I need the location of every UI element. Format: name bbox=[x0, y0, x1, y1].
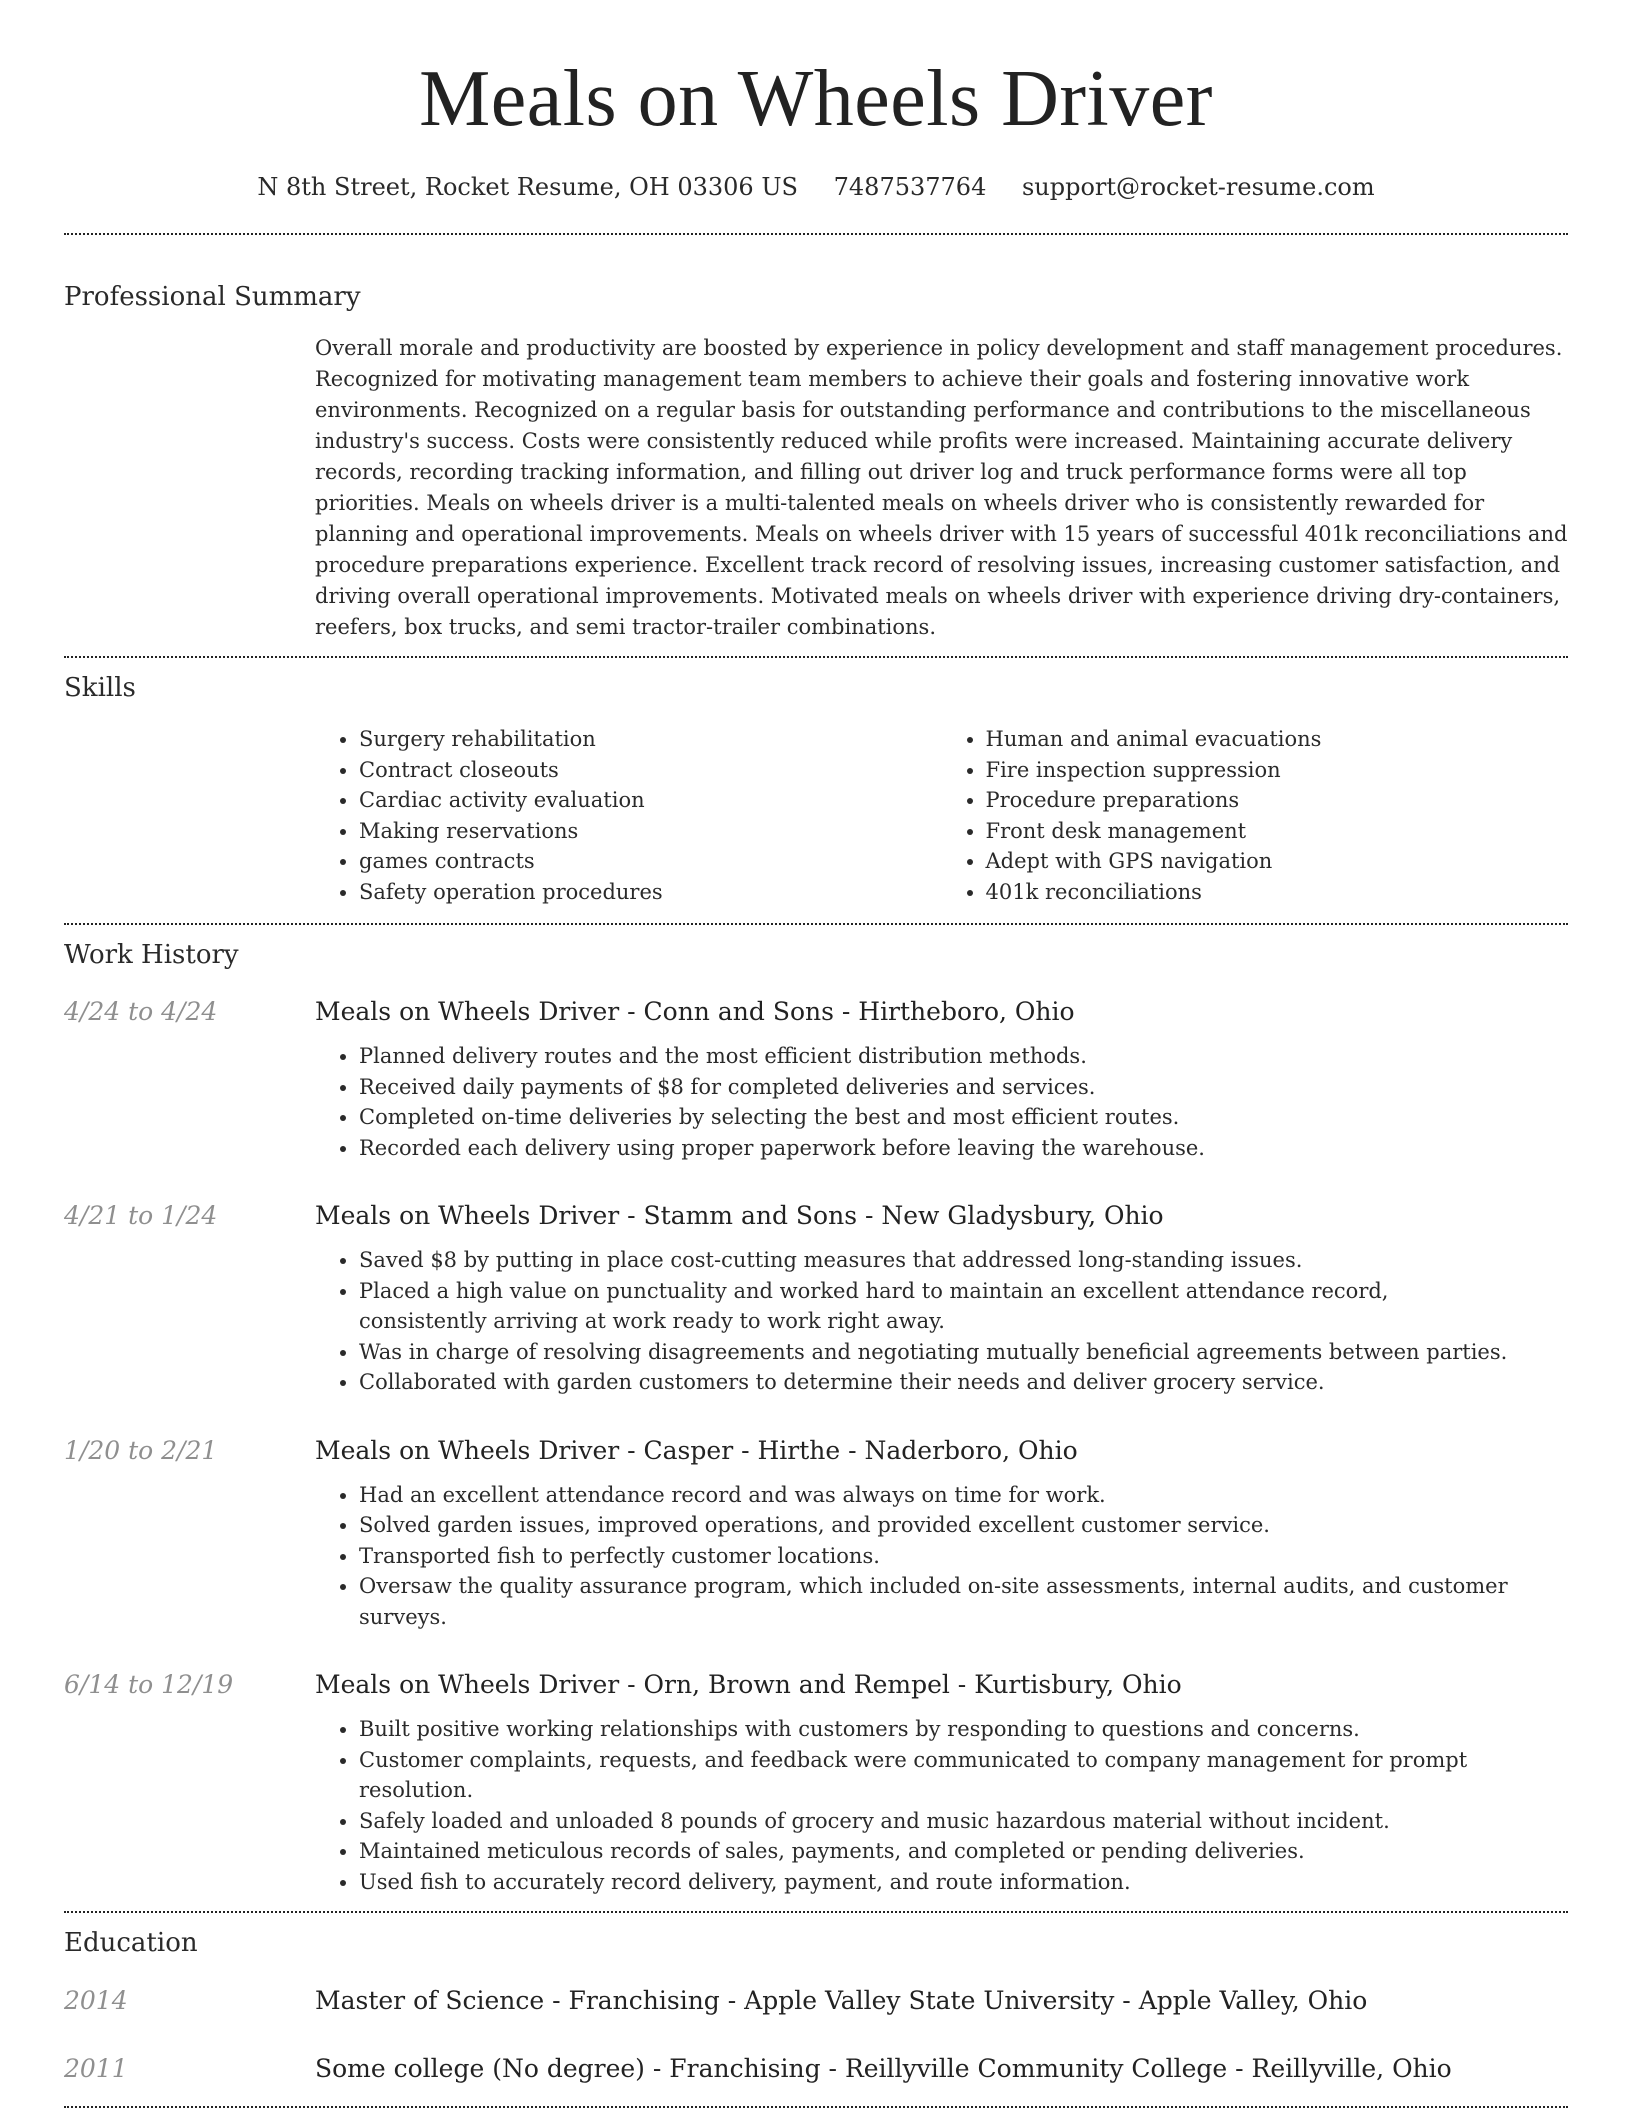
job-dates: 1/20 to 2/21 bbox=[64, 1435, 218, 1465]
job-bullet: • Recorded each delivery using proper paperwork before leaving the warehouse. bbox=[359, 1133, 1524, 1164]
education-heading: Education bbox=[64, 1928, 198, 1958]
job-entry bbox=[64, 1668, 1568, 1897]
education-degree: Some college (No degree) - Franchising - Reillyville Community College - Reillyville, Ohio bbox=[315, 2054, 1452, 2083]
job-dates: 4/24 to 4/24 bbox=[64, 997, 218, 1026]
job-bullet: • Planned delivery routes and the most efficient distribution methods. bbox=[359, 1041, 1524, 1072]
education-year: 2011 bbox=[64, 2054, 128, 2083]
work-history-heading: Work History bbox=[64, 940, 239, 970]
job-bullet: • Had an excellent attendance record and was always on time for work. bbox=[359, 1480, 1524, 1511]
skill-item: • Fire inspection suppression bbox=[986, 755, 1569, 786]
job-bullet: • Transported fish to perfectly customer locations. bbox=[359, 1541, 1524, 1572]
job-bullet: • Solved garden issues, improved operations, and provided excellent customer service. bbox=[359, 1510, 1524, 1541]
resume-page bbox=[64, 0, 1568, 2108]
resume-name: Meals on Wheels Driver bbox=[419, 55, 1213, 143]
skill-item: • Safety operation procedures bbox=[359, 877, 942, 908]
divider bbox=[64, 2106, 1568, 2108]
job-bullet: • Completed on-time deliveries by selecting the best and most efficient routes. bbox=[359, 1102, 1524, 1133]
summary-heading: Professional Summary bbox=[64, 282, 361, 312]
job-bullet: • Placed a high value on punctuality and worked hard to maintain an excellent attendance record, consistently arriving at work ready to work right away. bbox=[359, 1276, 1524, 1337]
skill-item: • Making reservations bbox=[359, 816, 942, 847]
divider bbox=[64, 1911, 1568, 1913]
skills-heading: Skills bbox=[64, 673, 136, 703]
job-title: Meals on Wheels Driver - Stamm and Sons - New Gladysbury, Ohio bbox=[315, 1201, 1164, 1230]
job-bullets bbox=[315, 1245, 1524, 1398]
contact-line bbox=[64, 172, 1568, 202]
job-bullet: • Saved $8 by putting in place cost-cutting measures that addressed long-standing issues. bbox=[359, 1245, 1524, 1276]
job-bullet: • Built positive working relationships with customers by responding to questions and concerns. bbox=[359, 1714, 1524, 1745]
education-year: 2014 bbox=[64, 1986, 128, 2015]
skill-item: • games contracts bbox=[359, 846, 942, 877]
job-dates: 4/21 to 1/24 bbox=[64, 1201, 218, 1230]
contact-phone: 7487537764 bbox=[833, 173, 987, 201]
divider bbox=[64, 656, 1568, 658]
skill-item: • Human and animal evacuations bbox=[986, 724, 1569, 755]
job-bullet: • Received daily payments of $8 for completed deliveries and services. bbox=[359, 1072, 1524, 1103]
summary-text: Overall morale and productivity are boosted by experience in policy development and staff management procedures. Recognized for motivating management team members to achieve their goals and fostering innovative work environments. Recognized on a regular basis for outstanding performance and contributions to the miscellaneous industry's success. Costs were consistently reduced while profits were increased. Maintaining accurate delivery records, recording tracking information, and filling out driver log and truck performance forms were all top priorities. Meals on wheels driver is a multi-talented meals on wheels driver who is consistently rewarded for planning and operational improvements. Meals on wheels driver with 15 years of successful 401k reconciliations and procedure preparations experience. Excellent track record of resolving issues, increasing customer satisfaction, and driving overall operational improvements. Motivated meals on wheels driver with experience driving dry-containers, reefers, box trucks, and semi tractor-trailer combinations. bbox=[315, 336, 1568, 639]
job-bullet: • Oversaw the quality assurance program, which included on-site assessments, internal audits, and customer surveys. bbox=[359, 1571, 1524, 1632]
skills-section bbox=[64, 671, 1568, 907]
job-bullets bbox=[315, 1041, 1524, 1163]
job-entry bbox=[64, 1199, 1568, 1398]
job-title: Meals on Wheels Driver - Orn, Brown and Rempel - Kurtisbury, Ohio bbox=[315, 1670, 1182, 1699]
skill-item: • Surgery rehabilitation bbox=[359, 724, 942, 755]
skills-body bbox=[315, 724, 1568, 907]
skill-item: • Procedure preparations bbox=[986, 785, 1569, 816]
job-bullets bbox=[315, 1714, 1524, 1897]
skills-list-left bbox=[315, 724, 942, 907]
summary-section bbox=[64, 280, 1568, 643]
job-entry bbox=[64, 995, 1568, 1163]
skill-item: • Front desk management bbox=[986, 816, 1569, 847]
skill-item: • Contract closeouts bbox=[359, 755, 942, 786]
job-dates: 6/14 to 12/19 bbox=[64, 1670, 234, 1699]
job-bullet: • Used fish to accurately record delivery, payment, and route information. bbox=[359, 1867, 1524, 1898]
job-entry bbox=[64, 1434, 1568, 1633]
education-entry bbox=[64, 2052, 1568, 2086]
education-degree: Master of Science - Franchising - Apple Valley State University - Apple Valley, Ohio bbox=[315, 1986, 1368, 2015]
job-bullet: • Maintained meticulous records of sales, payments, and completed or pending deliveries. bbox=[359, 1836, 1524, 1867]
skill-item: • Cardiac activity evaluation bbox=[359, 785, 942, 816]
skill-item: • 401k reconciliations bbox=[986, 877, 1569, 908]
summary-body bbox=[315, 333, 1568, 643]
skills-list-right bbox=[942, 724, 1569, 907]
divider bbox=[64, 233, 1568, 235]
skill-item: • Adept with GPS navigation bbox=[986, 846, 1569, 877]
job-bullet: • Safely loaded and unloaded 8 pounds of grocery and music hazardous material without incident. bbox=[359, 1806, 1524, 1837]
divider bbox=[64, 923, 1568, 925]
education-section bbox=[64, 1926, 1568, 2086]
education-entry bbox=[64, 1984, 1568, 2018]
job-bullet: • Customer complaints, requests, and feedback were communicated to company management for prompt resolution. bbox=[359, 1745, 1524, 1806]
work-history-section bbox=[64, 938, 1568, 1897]
job-title: Meals on Wheels Driver - Conn and Sons - Hirtheboro, Ohio bbox=[315, 997, 1075, 1026]
job-bullets bbox=[315, 1480, 1524, 1633]
job-bullet: • Collaborated with garden customers to determine their needs and deliver grocery service. bbox=[359, 1367, 1524, 1398]
contact-email: support@rocket-resume.com bbox=[1021, 173, 1375, 201]
job-bullet: • Was in charge of resolving disagreements and negotiating mutually beneficial agreements between parties. bbox=[359, 1337, 1524, 1368]
job-title: Meals on Wheels Driver - Casper - Hirthe - Naderboro, Ohio bbox=[315, 1435, 1078, 1465]
contact-address: N 8th Street, Rocket Resume, OH 03306 US bbox=[257, 173, 798, 201]
